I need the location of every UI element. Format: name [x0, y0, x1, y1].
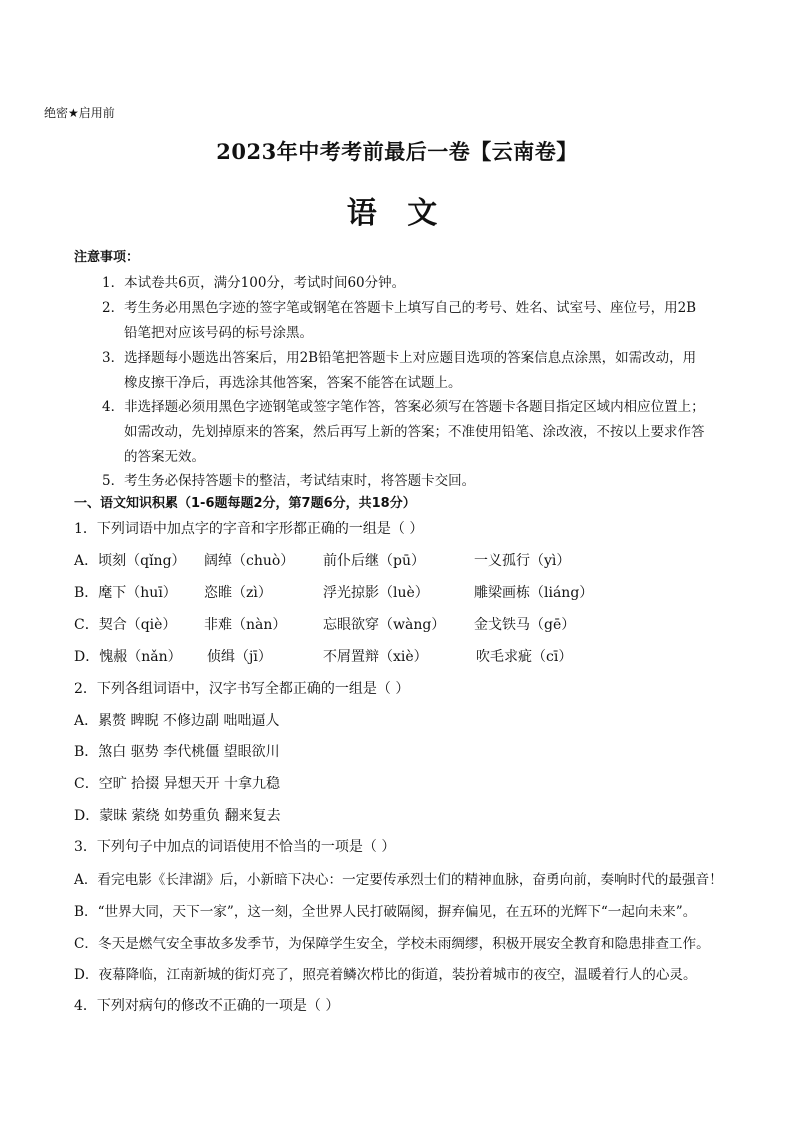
- question-stem: 4．下列对病句的修改不正确的一项是（ ）: [74, 998, 340, 1014]
- option-cell: 不屑置辩（xiè）: [323, 649, 428, 665]
- option-cell: 阔绰（chuò）: [204, 553, 295, 569]
- confidential-label: 绝密★启用前: [44, 106, 115, 120]
- notice-line: 4．非选择题必须用黑色字迹钢笔或签字笔作答，答案必须写在答题卡各题目指定区域内相应位置上；: [102, 399, 705, 415]
- question-option: C．空旷 拾掇 异想天开 十拿九稳: [74, 776, 281, 792]
- notice-line: 如需改动，先划掉原来的答案，然后再写上新的答案；不准使用铅笔、涂改液，不按以上要求作答: [124, 424, 705, 440]
- option-cell: 非难（nàn）: [204, 617, 287, 633]
- question-option: D．夜幕降临，江南新城的街灯亮了，照亮着鳞次栉比的街道，装扮着城市的夜空，温暖着行人的心灵。: [74, 967, 697, 983]
- option-cell: A．顷刻（qǐng）: [74, 553, 186, 569]
- question-stem: 3．下列句子中加点的词语使用不恰当的一项是（ ）: [74, 839, 396, 855]
- question-option: B．煞白 驱势 李代桃僵 望眼欲川: [74, 744, 280, 760]
- question-option: A．累赘 睥睨 不修边副 咄咄逼人: [74, 713, 280, 729]
- exam-title: 2023年中考考前最后一卷【云南卷】: [216, 139, 578, 164]
- question-option: B．“世界大同，天下一家”，这一刻，全世界人民打破隔阂，摒弃偏见，在五环的光辉下“一起向未来”。: [74, 904, 697, 920]
- option-cell: 浮光掠影（luè）: [323, 585, 429, 601]
- question-stem: 2．下列各组词语中，汉字书写全都正确的一组是（ ）: [74, 681, 410, 697]
- notice-line: 5．考生务必保持答题卡的整洁，考试结束时，将答题卡交回。: [102, 473, 476, 489]
- notice-line: 铅笔把对应该号码的标号涂黑。: [124, 325, 313, 341]
- subject-title: 语 文: [346, 196, 448, 231]
- notice-line: 2．考生务必用黑色字迹的签字笔或钢笔在答题卡上填写自己的考号、姓名、试室号、座位号，用2B: [102, 300, 697, 316]
- option-cell: 侦缉（jī）: [207, 649, 272, 665]
- notice-line: 的答案无效。: [124, 449, 205, 465]
- notice-line: 3．选择题每小题选出答案后，用2B铅笔把答题卡上对应题目选项的答案信息点涂黑，如需改动，用: [102, 350, 697, 366]
- question-option: [0, 550, 794, 570]
- option-cell: 恣睢（zì）: [204, 585, 272, 601]
- question-option: [0, 614, 794, 634]
- section-heading: 一、语文知识积累（1-6题每题2分，第7题6分，共18分）: [74, 496, 416, 511]
- option-cell: 前仆后继（pū）: [323, 553, 425, 569]
- question-option: D．蒙昧 萦绕 如势重负 翻来复去: [74, 808, 281, 824]
- option-cell: D．愧赧（nǎn）: [74, 649, 182, 665]
- question-option: A．看完电影《长津湖》后，小新暗下决心：一定要传承烈士们的精神血脉，奋勇向前，奏响时代的最强音！: [74, 872, 723, 888]
- option-cell: 吹毛求疵（cī）: [476, 649, 573, 665]
- option-cell: 一义孤行（yì）: [474, 553, 571, 569]
- notice-line: 1．本试卷共6页，满分100分，考试时间60分钟。: [102, 275, 406, 291]
- option-cell: 雕梁画栋（liáng）: [474, 585, 594, 601]
- option-cell: 忘眼欲穿（wàng）: [323, 617, 446, 633]
- question-option: C．冬天是燃气安全事故多发季节，为保障学生安全，学校未雨绸缪，积极开展安全教育和隐患排查工作。: [74, 936, 710, 952]
- question-option: [0, 582, 794, 602]
- question-option: [0, 646, 794, 666]
- notice-heading: 注意事项：: [74, 250, 140, 265]
- question-stem: 1．下列词语中加点字的字音和字形都正确的一组是（ ）: [74, 521, 424, 537]
- option-cell: B．麾下（huī）: [74, 585, 177, 601]
- option-cell: 金戈铁马（gē）: [474, 617, 576, 633]
- option-cell: C．契合（qiè）: [74, 617, 177, 633]
- notice-line: 橡皮擦干净后，再选涂其他答案，答案不能答在试题上。: [124, 375, 462, 391]
